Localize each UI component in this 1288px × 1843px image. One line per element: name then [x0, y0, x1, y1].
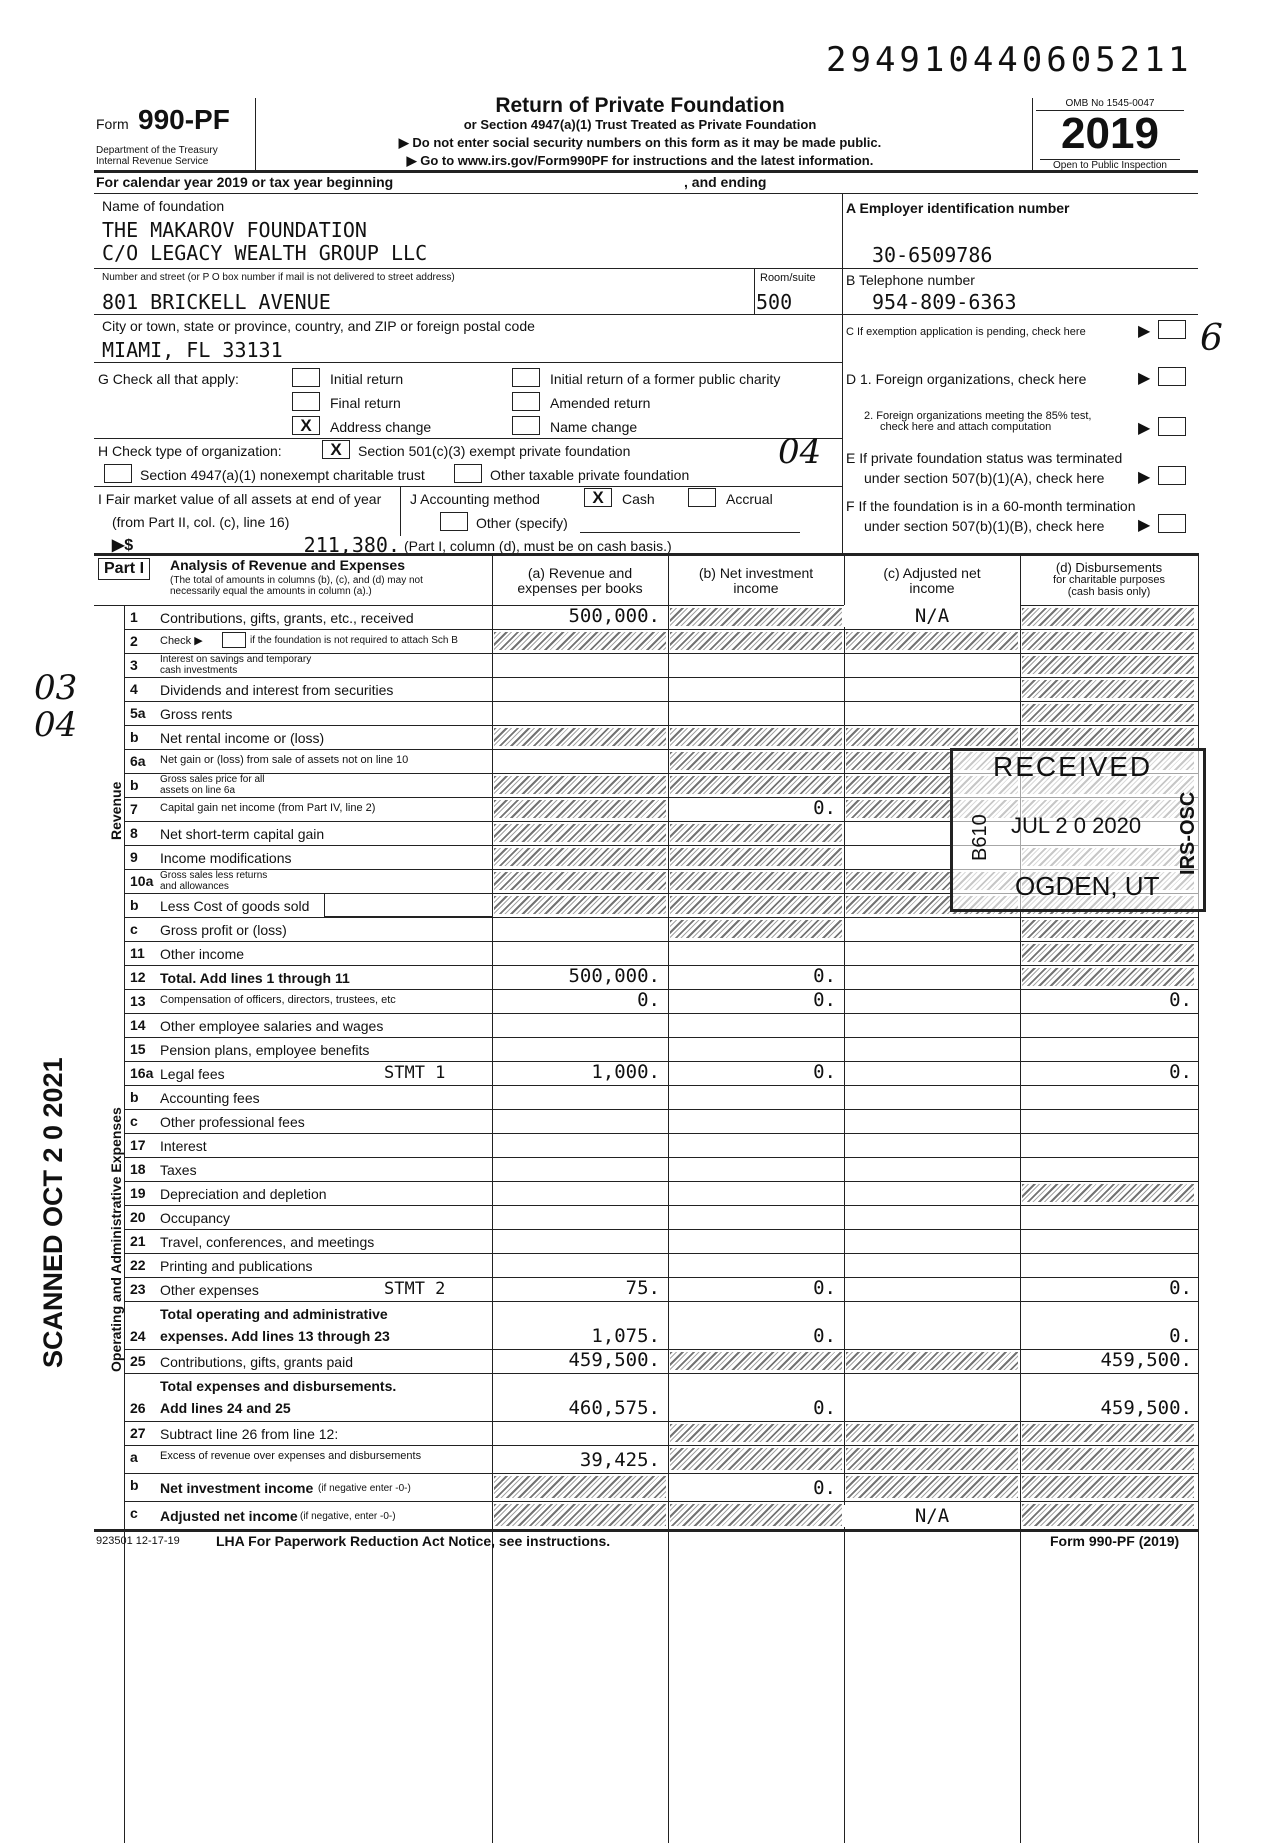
c-arrow: ▶ — [1138, 323, 1151, 340]
hatched-cell — [1022, 704, 1194, 722]
col-b-header: (b) Net investment income — [698, 565, 814, 596]
d2-checkbox[interactable] — [1158, 417, 1186, 436]
hatched-cell — [1022, 920, 1194, 938]
row-divider — [124, 941, 1198, 942]
h-label: H Check type of organization: — [98, 443, 282, 459]
row-label: Check ▶ — [160, 635, 203, 647]
row-label-cont: and allowances — [160, 881, 229, 892]
cost-goods-input[interactable] — [324, 916, 492, 917]
hatched-cell — [846, 1352, 1018, 1370]
value-a: 500,000. — [568, 965, 660, 987]
other-taxable-checkbox[interactable] — [454, 464, 482, 483]
row-label: Net short-term capital gain — [160, 826, 325, 842]
row-divider — [124, 1205, 1198, 1206]
irs-link[interactable]: ▶ Go to www.irs.gov/Form990PF for instructions and the latest information. — [406, 153, 874, 168]
row-label: Travel, conferences, and meetings — [160, 1234, 375, 1250]
row-label-cont: cash investments — [160, 665, 238, 676]
form-title: Return of Private Foundation — [495, 94, 785, 117]
value-a: 1,000. — [591, 1061, 660, 1083]
dln-suffix: 1 — [1168, 40, 1189, 80]
initial-former-checkbox[interactable] — [512, 368, 540, 387]
row-label: Subtract line 26 from line 12: — [160, 1426, 339, 1442]
hatched-cell — [1022, 656, 1194, 674]
address-change-label: Address change — [330, 419, 432, 435]
foundation-care-of: C/O LEGACY WEALTH GROUP LLC — [102, 241, 428, 265]
row-label: Contributions, gifts, grants, etc., received — [160, 610, 414, 626]
line-number: b — [130, 777, 139, 793]
d2-label-b: check here and attach computation — [880, 421, 1052, 433]
hatched-cell — [494, 896, 666, 914]
row-label: Total operating and administrative — [160, 1306, 388, 1322]
expenses-side-label: Operating and Administrative Expenses — [108, 1107, 124, 1372]
line-number: b — [130, 1089, 139, 1105]
line-number: 23 — [130, 1281, 146, 1297]
f-checkbox[interactable] — [1158, 514, 1186, 533]
e-label-2: under section 507(b)(1)(A), check here — [864, 470, 1105, 486]
e-arrow: ▶ — [1138, 469, 1151, 486]
service: Internal Revenue Service — [96, 156, 209, 167]
value-a: 500,000. — [568, 605, 660, 627]
row-divider — [124, 1085, 1198, 1086]
hatched-cell — [846, 632, 1018, 650]
row-label: Interest — [160, 1138, 207, 1154]
row-label: Other income — [160, 946, 245, 962]
line-number: 27 — [130, 1425, 146, 1441]
row-divider — [124, 1445, 1198, 1446]
value-c: N/A — [844, 1505, 1020, 1527]
row-label: Income modifications — [160, 850, 292, 866]
street-address: 801 BRICKELL AVENUE — [102, 290, 331, 314]
line-number: 7 — [130, 801, 138, 817]
initial-return-checkbox[interactable] — [292, 368, 320, 387]
sch-b-checkbox[interactable] — [222, 632, 246, 648]
line-number: 21 — [130, 1233, 146, 1249]
line-number: b — [130, 1477, 139, 1493]
hatched-cell — [494, 824, 666, 842]
stamp-city: OGDEN, UT — [1015, 871, 1160, 901]
i-arrow: ▶$ — [112, 537, 134, 554]
form-label: Form — [96, 116, 129, 132]
value-d: 0. — [1169, 989, 1192, 1011]
hatched-cell — [846, 1476, 1018, 1498]
margin-note-04: 04 — [34, 705, 78, 745]
hatched-cell — [670, 632, 842, 650]
row-label: Interest on savings and temporary — [160, 654, 312, 665]
row-label: Gross sales price for all — [160, 774, 265, 785]
line-number: 24 — [130, 1328, 146, 1344]
line-number: 1 — [130, 609, 138, 625]
omb-number: OMB No 1545-0047 — [1065, 98, 1155, 109]
hatched-cell — [494, 872, 666, 890]
f-label-1: F If the foundation is in a 60-month termination — [846, 498, 1136, 514]
g-label: G Check all that apply: — [98, 371, 239, 387]
row-label: Compensation of officers, directors, trustees, etc — [160, 994, 396, 1006]
hatched-cell — [1022, 728, 1194, 746]
value-d: 459,500. — [1100, 1397, 1192, 1419]
line-number: a — [130, 1449, 138, 1465]
line-number: 9 — [130, 849, 138, 865]
row-divider — [124, 1013, 1198, 1014]
department: Department of the Treasury — [96, 145, 218, 156]
501c3-checkbox[interactable]: X — [322, 440, 350, 459]
footer-form: Form 990-PF (2019) — [1050, 1533, 1180, 1549]
value-d: 0. — [1169, 1061, 1192, 1083]
row-label: Other expenses — [160, 1282, 259, 1298]
row-label: Less Cost of goods sold — [160, 898, 310, 914]
row-label: Excess of revenue over expenses and disbursements — [160, 1450, 422, 1462]
value-d: 0. — [1169, 1277, 1192, 1299]
hatched-cell — [494, 776, 666, 794]
handwritten-04: 04 — [778, 432, 822, 472]
hatched-cell — [1022, 1448, 1194, 1470]
row-divider — [124, 701, 1198, 702]
form-number: 990-PF — [138, 104, 230, 135]
scanned-stamp: SCANNED OCT 2 0 2021 — [38, 1057, 68, 1368]
street-label: Number and street (or P O box number if mail is not delivered to street address) — [102, 272, 455, 283]
value-c: N/A — [844, 605, 1020, 627]
501c3-label: Section 501(c)(3) exempt private foundation — [358, 443, 631, 459]
value-d: 459,500. — [1100, 1349, 1192, 1371]
i-label-2: (from Part II, col. (c), line 16) — [112, 514, 290, 530]
row-label-cont: Add lines 24 and 25 — [160, 1400, 291, 1416]
row-label: Net gain or (loss) from sale of assets not on line 10 — [160, 754, 409, 766]
final-return-label: Final return — [330, 395, 401, 411]
line-number: 17 — [130, 1137, 146, 1153]
line-number: 10a — [130, 873, 154, 889]
line-number: 26 — [130, 1400, 146, 1416]
stamp-date: JUL 2 0 2020 — [1011, 813, 1142, 838]
row-divider — [124, 1301, 1198, 1302]
address-change-checkbox[interactable]: X — [292, 416, 320, 435]
row-label: Gross sales less returns — [160, 870, 268, 881]
statement-ref: STMT 2 — [384, 1279, 446, 1299]
line-number: 12 — [130, 969, 146, 985]
4947-label: Section 4947(a)(1) nonexempt charitable trust — [140, 467, 425, 483]
row-divider — [124, 1229, 1198, 1230]
row-divider — [124, 1473, 1198, 1474]
handwritten-6: 6 — [1200, 318, 1223, 359]
c-checkbox[interactable] — [1158, 320, 1186, 339]
d2-arrow: ▶ — [1138, 420, 1151, 437]
line-number: c — [130, 1505, 138, 1521]
row-label-cont: expenses. Add lines 13 through 23 — [160, 1328, 390, 1344]
phone-value: 954-809-6363 — [872, 290, 1017, 314]
ein-value: 30-6509786 — [872, 243, 993, 267]
row-divider — [124, 1253, 1198, 1254]
row-divider — [124, 677, 1198, 678]
dln-number: 29491044060521 — [826, 40, 1169, 80]
line-number: 3 — [130, 657, 138, 673]
other-taxable-label: Other taxable private foundation — [490, 467, 690, 483]
line-number: 8 — [130, 825, 138, 841]
d1-arrow: ▶ — [1138, 370, 1151, 387]
hatched-cell — [670, 896, 842, 914]
stamp-received: RECEIVED — [993, 751, 1153, 782]
line-number: 4 — [130, 681, 138, 697]
line-number: 5a — [130, 705, 146, 721]
row-divider — [124, 1133, 1198, 1134]
line-number: 16a — [130, 1065, 154, 1081]
row-divider — [124, 629, 1198, 630]
row-label: Occupancy — [160, 1210, 231, 1226]
city-label: City or town, state or province, country, and ZIP or foreign postal code — [102, 318, 535, 334]
row-label: Other professional fees — [160, 1114, 305, 1130]
hatched-cell — [494, 632, 666, 650]
stamp-side: IRS-OSC — [1177, 791, 1199, 875]
hatched-cell — [670, 848, 842, 866]
col-a-header: (a) Revenue and expenses per books — [517, 565, 643, 596]
hatched-cell — [1022, 680, 1194, 698]
hatched-cell — [670, 728, 842, 746]
row-label: Capital gain net income (from Part IV, line 2) — [160, 802, 376, 814]
value-a: 0. — [637, 989, 660, 1011]
row-divider — [124, 1373, 1198, 1374]
fmv-value: 211,380. — [303, 533, 400, 557]
row-label: Net investment income — [160, 1480, 314, 1496]
value-b: 0. — [813, 1061, 836, 1083]
row-label: Dividends and interest from securities — [160, 682, 394, 698]
line-number: 6a — [130, 753, 146, 769]
col-d-header: (d) Disbursements for charitable purposes (cash basis only) — [1053, 560, 1165, 598]
revenue-side-label: Revenue — [108, 781, 124, 840]
cost-goods-input-edge — [324, 893, 325, 916]
row-label: Adjusted net income — [160, 1508, 298, 1524]
value-b: 0. — [813, 1277, 836, 1299]
row-label: Total. Add lines 1 through 11 — [160, 970, 350, 986]
hatched-cell — [494, 1476, 666, 1498]
received-stamp — [950, 748, 1206, 912]
e-checkbox[interactable] — [1158, 466, 1186, 485]
value-a: 75. — [625, 1277, 660, 1299]
row-divider — [124, 917, 1198, 918]
line-number: 19 — [130, 1185, 146, 1201]
tax-year: 2019 — [1061, 109, 1159, 158]
hatched-cell — [670, 1504, 842, 1526]
room-suite: 500 — [756, 290, 793, 314]
hatched-cell — [1022, 1504, 1194, 1526]
row-divider — [124, 1037, 1198, 1038]
cash-basis-note: (Part I, column (d), must be on cash basis.) — [404, 538, 672, 554]
name-label: Name of foundation — [102, 198, 225, 214]
city-state-zip: MIAMI, FL 33131 — [102, 338, 283, 362]
line-number: 14 — [130, 1017, 146, 1033]
e-label-1: E If private foundation status was terminated — [846, 450, 1123, 466]
hatched-cell — [494, 848, 666, 866]
row-label: Printing and publications — [160, 1258, 313, 1274]
line-number: b — [130, 897, 139, 913]
other-method-label: Other (specify) — [476, 515, 568, 531]
hatched-cell — [1022, 1476, 1194, 1498]
statement-ref: STMT 1 — [384, 1063, 446, 1083]
d1-checkbox[interactable] — [1158, 367, 1186, 386]
row-label: Pension plans, employee benefits — [160, 1042, 370, 1058]
hatched-cell — [494, 1504, 666, 1526]
calendar-year-label: For calendar year 2019 or tax year beginning — [96, 174, 394, 190]
margin-note-03: 03 — [34, 668, 78, 708]
row-label: Contributions, gifts, grants paid — [160, 1354, 353, 1370]
row-divider — [124, 1157, 1198, 1158]
row-label: Depreciation and depletion — [160, 1186, 327, 1202]
accrual-checkbox[interactable] — [688, 488, 716, 507]
d2-label-a: 2. Foreign organizations meeting the 85% test, — [864, 410, 1092, 422]
row-divider — [124, 1181, 1198, 1182]
hatched-cell — [846, 1448, 1018, 1470]
row-divider — [124, 725, 1198, 726]
row-label-note: (if negative enter -0-) — [318, 1483, 411, 1494]
part1-desc-1: (The total of amounts in columns (b), (c), and (d) may not — [170, 575, 423, 586]
line-number: 18 — [130, 1161, 146, 1177]
row-label: Legal fees — [160, 1066, 225, 1082]
f-label-2: under section 507(b)(1)(B), check here — [864, 518, 1105, 534]
row-label: Gross profit or (loss) — [160, 922, 287, 938]
other-method-checkbox[interactable] — [440, 512, 468, 531]
line-number: 11 — [130, 945, 145, 961]
value-a: 460,575. — [568, 1397, 660, 1419]
row-label: Total expenses and disbursements. — [160, 1378, 397, 1394]
hatched-cell — [1022, 632, 1194, 650]
line-number: 15 — [130, 1041, 146, 1057]
hatched-cell — [846, 1424, 1018, 1442]
cash-checkbox[interactable]: X — [584, 488, 612, 507]
line-number: 13 — [130, 993, 146, 1009]
c-label: C If exemption application is pending, check here — [846, 326, 1086, 338]
ssn-warning: ▶ Do not enter social security numbers on this form as it may be made public. — [398, 135, 882, 150]
amended-return-checkbox[interactable] — [512, 392, 540, 411]
row-label-note: (if negative, enter -0-) — [300, 1511, 396, 1522]
room-label: Room/suite — [760, 272, 816, 284]
col-c-header: (c) Adjusted net income — [883, 565, 981, 596]
row-divider — [124, 1501, 1198, 1502]
ein-label: A Employer identification number — [846, 200, 1070, 216]
row-label: Other employee salaries and wages — [160, 1018, 384, 1034]
part1-desc-2: necessarily equal the amounts in column (a).) — [170, 586, 372, 597]
part1-title: Analysis of Revenue and Expenses — [170, 557, 405, 573]
hatched-cell — [670, 1352, 842, 1370]
phone-label: B Telephone number — [846, 272, 975, 288]
i-label-1: I Fair market value of all assets at end of year — [98, 491, 382, 507]
cash-label: Cash — [622, 491, 655, 507]
name-change-label: Name change — [550, 419, 638, 435]
row-divider — [124, 965, 1198, 966]
row-label-cont: assets on line 6a — [160, 785, 236, 796]
row-label: Gross rents — [160, 706, 233, 722]
row-label-note: if the foundation is not required to attach Sch B — [250, 635, 458, 646]
value-a: 39,425. — [579, 1449, 660, 1471]
initial-return-label: Initial return — [330, 371, 404, 387]
hatched-cell — [1022, 1184, 1194, 1202]
row-divider — [124, 1109, 1198, 1110]
col-a-left — [492, 553, 493, 1843]
hatched-cell — [670, 872, 842, 890]
line-number: 25 — [130, 1353, 146, 1369]
j-label: J Accounting method — [410, 491, 540, 507]
line-number: 22 — [130, 1257, 146, 1273]
hatched-cell — [670, 824, 842, 842]
value-a: 459,500. — [568, 1349, 660, 1371]
value-b: 0. — [813, 989, 836, 1011]
hatched-cell — [670, 1448, 842, 1470]
hatched-cell — [670, 1424, 842, 1442]
hatched-cell — [1022, 968, 1194, 986]
hatched-cell — [1022, 608, 1194, 626]
accrual-label: Accrual — [726, 491, 773, 507]
value-b: 0. — [813, 965, 836, 987]
amended-return-label: Amended return — [550, 395, 651, 411]
value-b: 0. — [813, 1397, 836, 1419]
hatched-cell — [670, 608, 842, 626]
hatched-cell — [670, 752, 842, 770]
line-number: 2 — [130, 633, 138, 649]
part1-tag: Part I — [98, 558, 150, 580]
4947-checkbox[interactable] — [104, 464, 132, 483]
footer-lha: LHA For Paperwork Reduction Act Notice, see instructions. — [216, 1533, 611, 1549]
f-arrow: ▶ — [1138, 517, 1151, 534]
value-b: 0. — [813, 1477, 836, 1499]
hatched-cell — [670, 776, 842, 794]
value-b: 0. — [813, 1325, 836, 1347]
footer-code: 923501 12-17-19 — [96, 1535, 180, 1547]
row-divider — [124, 1421, 1198, 1422]
value-b: 0. — [813, 797, 836, 819]
value-a: 1,075. — [591, 1325, 660, 1347]
hatched-cell — [1022, 944, 1194, 962]
d1-label: D 1. Foreign organizations, check here — [846, 371, 1087, 387]
row-label: Accounting fees — [160, 1090, 260, 1106]
row-label: Taxes — [160, 1162, 197, 1178]
foundation-name: THE MAKAROV FOUNDATION — [102, 218, 367, 242]
final-return-checkbox[interactable] — [292, 392, 320, 411]
hatched-cell — [494, 728, 666, 746]
stamp-code: B610 — [969, 814, 991, 861]
name-change-checkbox[interactable] — [512, 416, 540, 435]
row-label: Net rental income or (loss) — [160, 730, 325, 746]
initial-former-label: Initial return of a former public charity — [550, 371, 781, 387]
hatched-cell — [670, 920, 842, 938]
hatched-cell — [846, 728, 1018, 746]
line-number: c — [130, 1113, 138, 1129]
hatched-cell — [494, 800, 666, 818]
line-number: b — [130, 729, 139, 745]
line-number: 20 — [130, 1209, 146, 1225]
line-number: c — [130, 921, 138, 937]
hatched-cell — [1022, 1424, 1194, 1442]
form-subtitle: or Section 4947(a)(1) Trust Treated as Private Foundation — [463, 117, 817, 132]
public-inspection: Open to Public Inspection — [1040, 159, 1180, 171]
ending-label: , and ending — [684, 174, 767, 190]
value-d: 0. — [1169, 1325, 1192, 1347]
